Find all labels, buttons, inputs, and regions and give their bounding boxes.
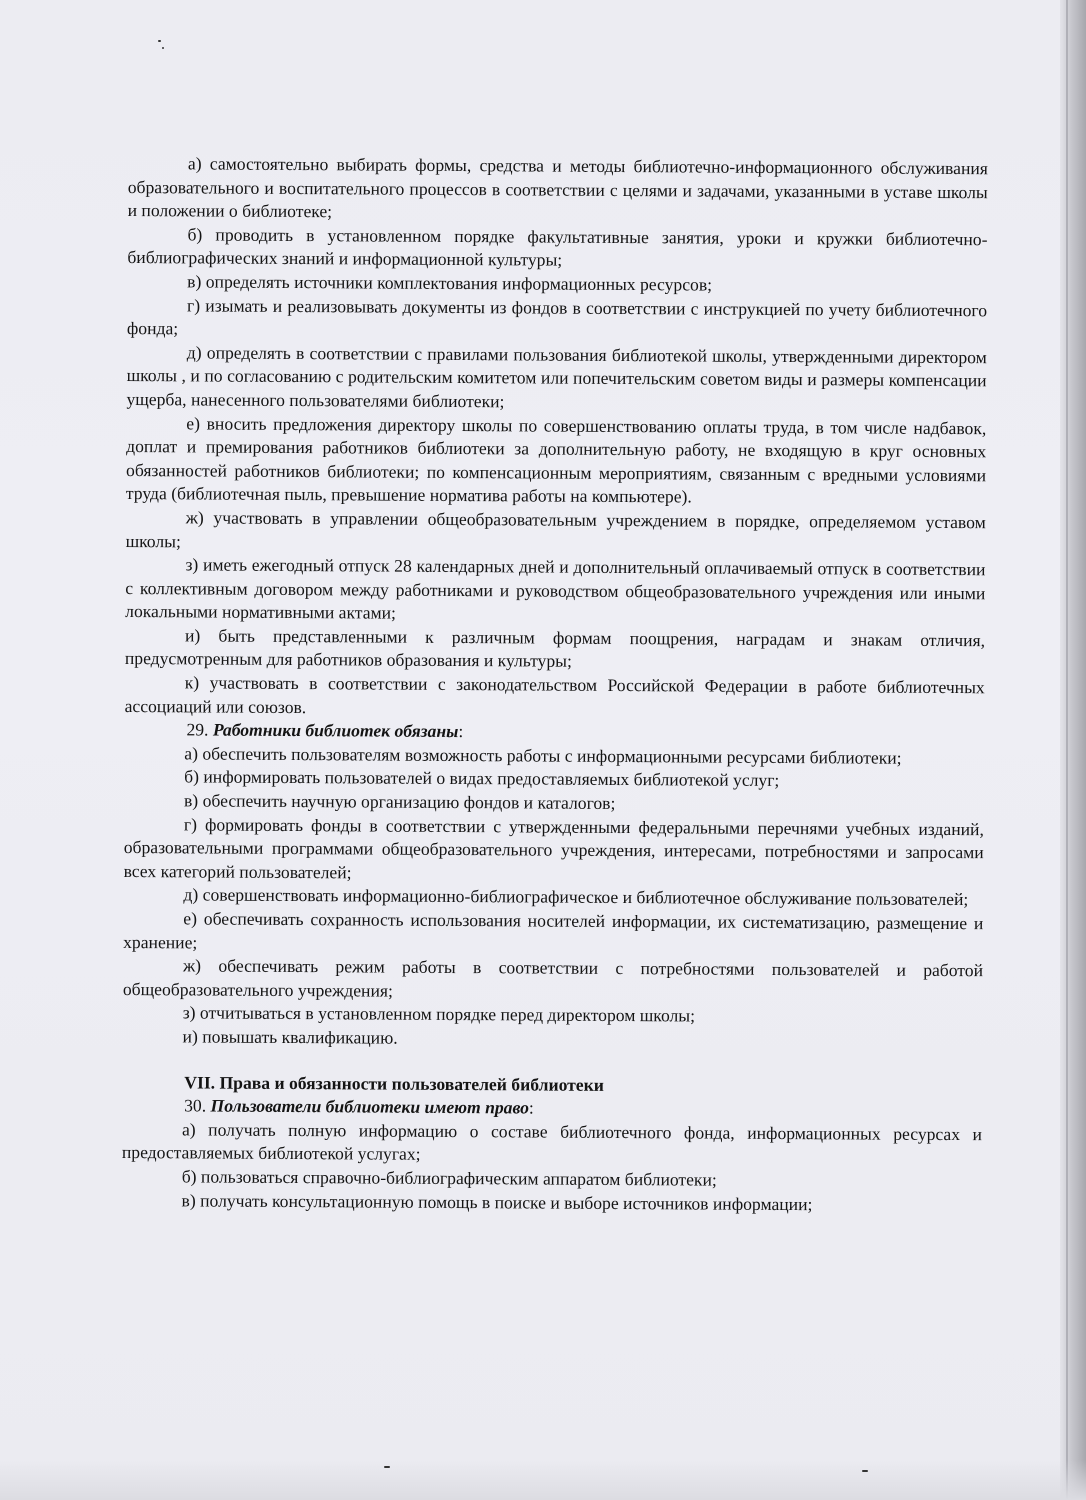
- users-suffix: :: [528, 1097, 534, 1118]
- duties-item: е) обеспечивать сохранность использования носителей информации, их систематизацию, размещение и хранение;: [123, 908, 984, 953]
- rights-item: ж) участвовать в управлении общеобразовательным учреждением в порядке, определяемом уставом школы;: [125, 507, 986, 551]
- duties-suffix: :: [458, 721, 464, 742]
- rights-item: б) проводить в установленном порядке факультативные занятия, уроки и кружки библиотечно-библиографических знаний и информационной культуры;: [127, 224, 988, 271]
- duties-item: б) информировать пользователей о видах предоставляемых библиотекой услуг;: [184, 766, 780, 791]
- rights-item: к) участвовать в соответствии с законодательством Российской Федерации в работе библиотечных ассоциаций или союзов.: [124, 672, 985, 717]
- duties-item: д) совершенствовать информационно-библиографическое и библиотечное обслуживание пользователей;: [183, 884, 969, 910]
- duties-number: 29.: [186, 719, 213, 740]
- scan-speck: [384, 1466, 390, 1468]
- users-item: б) пользоваться справочно-библиографическим аппаратом библиотеки;: [181, 1166, 717, 1190]
- users-number: 30.: [184, 1095, 211, 1116]
- users-item: а) получать полную информацию о составе библиотечного фонда, информационных ресурсах и предоставляемых библиотекой услугах;: [121, 1119, 983, 1165]
- scan-speck: [162, 47, 164, 49]
- rights-item: а) самостоятельно выбирать формы, средства и методы библиотечно-информационного обслуживания образовательного и воспитательного процессов в соответствии с целями и задачами, указанными в уставе школы и положении о библиотеке;: [127, 153, 988, 222]
- duties-item: з) отчитываться в установленном порядке перед директором школы;: [182, 1002, 696, 1026]
- duties-item: и) повышать квалификацию.: [182, 1026, 398, 1048]
- rights-item: е) вносить предложения директору школы по совершенствованию оплаты труда, в том числе надбавок, доплат и премирования работников библиотеки за дополнительную работу, не входящую в круг основных обязанностей работников библиотеки; по компенсационным мероприятиям, связанным с вредными условиями труда (библиотечная пыль, превышение норматива работы на компьютере).: [125, 412, 987, 507]
- rights-item: г) изымать и реализовывать документы из фондов в соответствии с инструкцией по учету библиотечного фонда;: [126, 294, 988, 339]
- document-body: [122, 152, 988, 1217]
- duties-item: ж) обеспечивать режим работы в соответствии с потребностями пользователей и работой общеобразовательного учреждения;: [122, 955, 984, 1001]
- users-title: Пользователи библиотеки имеют право: [210, 1095, 529, 1118]
- duties-item: а) обеспечить пользователям возможность работы с информационными ресурсами библиотеки;: [184, 743, 902, 768]
- duties-title: Работники библиотек обязаны: [212, 719, 459, 742]
- scan-speck: [862, 1470, 868, 1472]
- duties-item: в) обеспечить научную организацию фондов и каталогов;: [183, 790, 616, 814]
- rights-item: з) иметь ежегодный отпуск 28 календарных дней и дополнительный оплачиваемый отпуск в соответствии с коллективным договором между работниками и руководством общеобразовательного учреждения или иными локальными нормативными актами;: [125, 554, 986, 623]
- scan-speck: [158, 40, 161, 42]
- scan-edge: [1060, 0, 1086, 1500]
- scan-bottom-edge: [0, 1460, 1086, 1500]
- rights-item: и) быть представленными к различным формам поощрения, наградам и знакам отличия, предусмотренным для работников образования и культуры;: [124, 625, 986, 672]
- section-title: VII. Права и обязанности пользователей библиотеки: [184, 1071, 604, 1095]
- rights-item: в) определять источники комплектования информационных ресурсов;: [187, 271, 713, 295]
- duties-item: г) формировать фонды в соответствии с утвержденными федеральными перечнями учебных изданий, образовательными программами общеобразовательного учреждения, интересами, потребностями и запросами всех категорий пользователей;: [123, 813, 984, 883]
- users-item: в) получать консультационную помощь в поиске и выборе источников информации;: [181, 1189, 813, 1214]
- rights-item: д) определять в соответствии с правилами пользования библиотекой школы, утвержденными директором школы , и по согласованию с родительским комитетом или попечительским советом виды и размеры компенсации ущерба, нанесенного пользователями библиотеки;: [126, 342, 987, 412]
